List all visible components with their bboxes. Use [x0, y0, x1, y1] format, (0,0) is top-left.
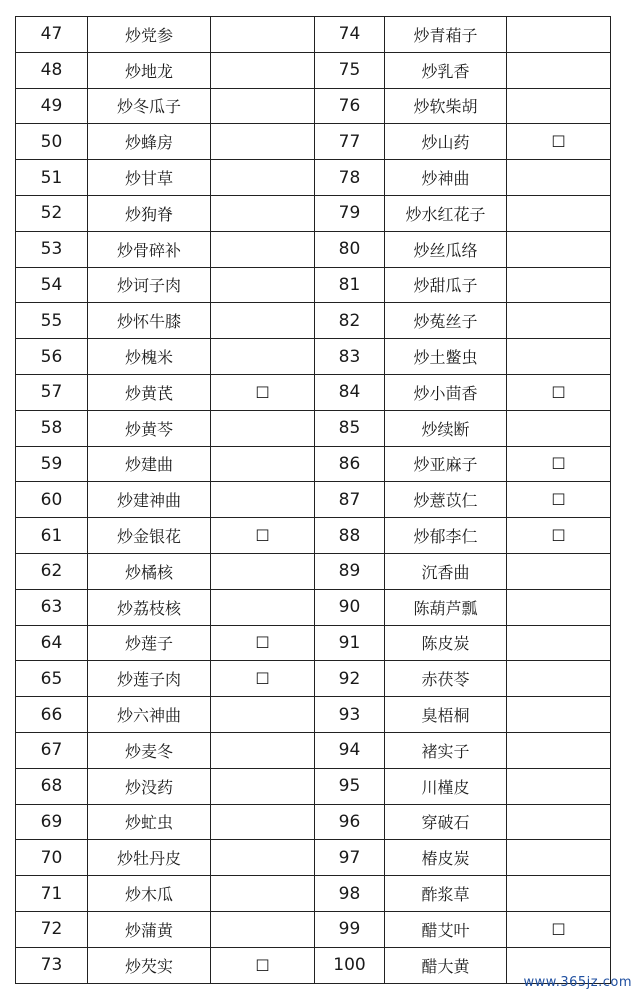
item-number-cell: 48 — [16, 52, 88, 88]
herb-name-cell: 醋大黄 — [385, 947, 507, 983]
item-number-cell: 84 — [315, 374, 385, 410]
table-row — [16, 804, 611, 840]
table-row — [16, 625, 611, 661]
herb-name-cell: 沉香曲 — [385, 553, 507, 589]
checkbox-cell: ☐ — [211, 661, 315, 697]
herb-name-cell: 陈葫芦瓢 — [385, 589, 507, 625]
herb-name-cell: 炒狗脊 — [88, 195, 211, 231]
table-row — [16, 732, 611, 768]
checkbox-cell — [211, 732, 315, 768]
checkbox-cell — [507, 160, 611, 196]
herb-name-cell: 炒虻虫 — [88, 804, 211, 840]
item-number-cell: 60 — [16, 482, 88, 518]
item-number-cell: 63 — [16, 589, 88, 625]
table-row — [16, 553, 611, 589]
checkbox-cell — [211, 303, 315, 339]
item-number-cell: 75 — [315, 52, 385, 88]
item-number-cell: 76 — [315, 88, 385, 124]
herb-name-cell: 炒黄芩 — [88, 410, 211, 446]
checkbox-cell — [507, 625, 611, 661]
table-row — [16, 661, 611, 697]
herb-name-cell: 炒土鳖虫 — [385, 339, 507, 375]
checkbox-cell — [507, 195, 611, 231]
item-number-cell: 95 — [315, 768, 385, 804]
item-number-cell: 57 — [16, 374, 88, 410]
item-number-cell: 61 — [16, 518, 88, 554]
checkbox-cell — [211, 88, 315, 124]
herb-name-cell: 炒青葙子 — [385, 17, 507, 53]
item-number-cell: 92 — [315, 661, 385, 697]
checkbox-cell — [507, 231, 611, 267]
herb-name-cell: 炒山药 — [385, 124, 507, 160]
item-number-cell: 53 — [16, 231, 88, 267]
herb-name-cell: 炒甘草 — [88, 160, 211, 196]
item-number-cell: 66 — [16, 697, 88, 733]
herb-name-cell: 炒橘核 — [88, 553, 211, 589]
checkbox-cell — [211, 840, 315, 876]
herb-name-cell: 炒水红花子 — [385, 195, 507, 231]
checkbox-cell — [211, 589, 315, 625]
checkbox-cell: ☐ — [211, 947, 315, 983]
herb-name-cell: 炒乳香 — [385, 52, 507, 88]
checkbox-cell: ☐ — [507, 124, 611, 160]
herb-name-cell: 炒神曲 — [385, 160, 507, 196]
checkbox-cell — [211, 804, 315, 840]
herb-list-body — [16, 17, 611, 984]
herb-name-cell: 炒甜瓜子 — [385, 267, 507, 303]
herb-name-cell: 炒骨碎补 — [88, 231, 211, 267]
item-number-cell: 90 — [315, 589, 385, 625]
checkbox-cell: ☐ — [211, 518, 315, 554]
item-number-cell: 97 — [315, 840, 385, 876]
checkbox-cell: ☐ — [211, 374, 315, 410]
table-row — [16, 518, 611, 554]
table-row — [16, 446, 611, 482]
table-row — [16, 339, 611, 375]
item-number-cell: 82 — [315, 303, 385, 339]
table-row — [16, 589, 611, 625]
item-number-cell: 58 — [16, 410, 88, 446]
table-row — [16, 410, 611, 446]
checkbox-cell — [507, 52, 611, 88]
item-number-cell: 91 — [315, 625, 385, 661]
item-number-cell: 68 — [16, 768, 88, 804]
herb-name-cell: 炒莲子肉 — [88, 661, 211, 697]
herb-name-cell: 炒小茴香 — [385, 374, 507, 410]
checkbox-cell — [211, 553, 315, 589]
checkbox-cell: ☐ — [507, 374, 611, 410]
checkbox-cell — [211, 446, 315, 482]
herb-name-cell: 炒地龙 — [88, 52, 211, 88]
table-row — [16, 17, 611, 53]
checkbox-cell — [211, 911, 315, 947]
item-number-cell: 49 — [16, 88, 88, 124]
item-number-cell: 89 — [315, 553, 385, 589]
checkbox-cell — [507, 339, 611, 375]
table-row — [16, 947, 611, 983]
table-row — [16, 697, 611, 733]
herb-name-cell: 椿皮炭 — [385, 840, 507, 876]
item-number-cell: 62 — [16, 553, 88, 589]
checkbox-cell — [507, 804, 611, 840]
table-row — [16, 231, 611, 267]
checkbox-cell — [507, 768, 611, 804]
checkbox-cell — [507, 661, 611, 697]
item-number-cell: 56 — [16, 339, 88, 375]
herb-name-cell: 炒冬瓜子 — [88, 88, 211, 124]
item-number-cell: 85 — [315, 410, 385, 446]
item-number-cell: 93 — [315, 697, 385, 733]
item-number-cell: 87 — [315, 482, 385, 518]
herb-name-cell: 炒六神曲 — [88, 697, 211, 733]
table-row — [16, 195, 611, 231]
table-row — [16, 88, 611, 124]
herb-name-cell: 赤茯苓 — [385, 661, 507, 697]
checkbox-cell — [507, 697, 611, 733]
checkbox-cell — [211, 195, 315, 231]
item-number-cell: 74 — [315, 17, 385, 53]
item-number-cell: 50 — [16, 124, 88, 160]
item-number-cell: 54 — [16, 267, 88, 303]
checkbox-cell — [211, 482, 315, 518]
item-number-cell: 71 — [16, 876, 88, 912]
herb-name-cell: 炒党参 — [88, 17, 211, 53]
item-number-cell: 70 — [16, 840, 88, 876]
herb-name-cell: 炒建神曲 — [88, 482, 211, 518]
checkbox-cell — [211, 124, 315, 160]
herb-name-cell: 炒怀牛膝 — [88, 303, 211, 339]
checkbox-cell — [211, 339, 315, 375]
herb-name-cell: 炒丝瓜络 — [385, 231, 507, 267]
checkbox-cell — [507, 303, 611, 339]
herb-name-cell: 炒芡实 — [88, 947, 211, 983]
table-row — [16, 303, 611, 339]
table-row — [16, 876, 611, 912]
herb-list-table-container — [15, 16, 611, 984]
herb-name-cell: 褚实子 — [385, 732, 507, 768]
item-number-cell: 67 — [16, 732, 88, 768]
checkbox-cell — [507, 267, 611, 303]
herb-name-cell: 炒亚麻子 — [385, 446, 507, 482]
checkbox-cell — [211, 267, 315, 303]
table-row — [16, 160, 611, 196]
item-number-cell: 51 — [16, 160, 88, 196]
table-row — [16, 52, 611, 88]
herb-name-cell: 炒荔枝核 — [88, 589, 211, 625]
herb-name-cell: 炒建曲 — [88, 446, 211, 482]
table-row — [16, 374, 611, 410]
checkbox-cell: ☐ — [507, 911, 611, 947]
checkbox-cell — [211, 231, 315, 267]
herb-name-cell: 炒没药 — [88, 768, 211, 804]
checkbox-cell: ☐ — [211, 625, 315, 661]
item-number-cell: 94 — [315, 732, 385, 768]
item-number-cell: 81 — [315, 267, 385, 303]
checkbox-cell — [211, 52, 315, 88]
herb-name-cell: 炒莲子 — [88, 625, 211, 661]
checkbox-cell — [211, 160, 315, 196]
item-number-cell: 80 — [315, 231, 385, 267]
table-row — [16, 840, 611, 876]
item-number-cell: 72 — [16, 911, 88, 947]
table-row — [16, 911, 611, 947]
herb-name-cell: 炒黄芪 — [88, 374, 211, 410]
item-number-cell: 99 — [315, 911, 385, 947]
checkbox-cell — [211, 876, 315, 912]
herb-name-cell: 炒麦冬 — [88, 732, 211, 768]
item-number-cell: 77 — [315, 124, 385, 160]
table-row — [16, 768, 611, 804]
item-number-cell: 73 — [16, 947, 88, 983]
checkbox-cell — [507, 553, 611, 589]
herb-name-cell: 酢浆草 — [385, 876, 507, 912]
checkbox-cell — [211, 410, 315, 446]
checkbox-cell — [211, 17, 315, 53]
herb-name-cell: 炒郁李仁 — [385, 518, 507, 554]
item-number-cell: 79 — [315, 195, 385, 231]
checkbox-cell — [211, 697, 315, 733]
herb-name-cell: 炒槐米 — [88, 339, 211, 375]
herb-name-cell: 炒蜂房 — [88, 124, 211, 160]
herb-name-cell: 炒软柴胡 — [385, 88, 507, 124]
item-number-cell: 100 — [315, 947, 385, 983]
checkbox-cell: ☐ — [507, 446, 611, 482]
checkbox-cell: ☐ — [507, 482, 611, 518]
table-row — [16, 482, 611, 518]
item-number-cell: 55 — [16, 303, 88, 339]
table-row — [16, 267, 611, 303]
item-number-cell: 47 — [16, 17, 88, 53]
item-number-cell: 64 — [16, 625, 88, 661]
herb-name-cell: 川槿皮 — [385, 768, 507, 804]
herb-name-cell: 臭梧桐 — [385, 697, 507, 733]
checkbox-cell — [507, 88, 611, 124]
item-number-cell: 52 — [16, 195, 88, 231]
checkbox-cell — [507, 410, 611, 446]
site-watermark: www.365jz.com — [523, 975, 632, 990]
checkbox-cell — [211, 768, 315, 804]
item-number-cell: 65 — [16, 661, 88, 697]
herb-name-cell: 炒续断 — [385, 410, 507, 446]
checkbox-cell — [507, 732, 611, 768]
item-number-cell: 88 — [315, 518, 385, 554]
herb-name-cell: 炒诃子肉 — [88, 267, 211, 303]
herb-name-cell: 穿破石 — [385, 804, 507, 840]
herb-name-cell: 醋艾叶 — [385, 911, 507, 947]
item-number-cell: 59 — [16, 446, 88, 482]
table-row — [16, 124, 611, 160]
checkbox-cell — [507, 17, 611, 53]
item-number-cell: 96 — [315, 804, 385, 840]
checkbox-cell — [507, 840, 611, 876]
herb-list-table — [15, 16, 611, 984]
item-number-cell: 86 — [315, 446, 385, 482]
item-number-cell: 98 — [315, 876, 385, 912]
herb-name-cell: 炒牡丹皮 — [88, 840, 211, 876]
checkbox-cell: ☐ — [507, 518, 611, 554]
checkbox-cell — [507, 876, 611, 912]
herb-name-cell: 炒木瓜 — [88, 876, 211, 912]
herb-name-cell: 炒蒲黄 — [88, 911, 211, 947]
herb-name-cell: 炒菟丝子 — [385, 303, 507, 339]
herb-name-cell: 炒金银花 — [88, 518, 211, 554]
item-number-cell: 69 — [16, 804, 88, 840]
item-number-cell: 78 — [315, 160, 385, 196]
item-number-cell: 83 — [315, 339, 385, 375]
checkbox-cell — [507, 589, 611, 625]
herb-name-cell: 炒薏苡仁 — [385, 482, 507, 518]
herb-name-cell: 陈皮炭 — [385, 625, 507, 661]
